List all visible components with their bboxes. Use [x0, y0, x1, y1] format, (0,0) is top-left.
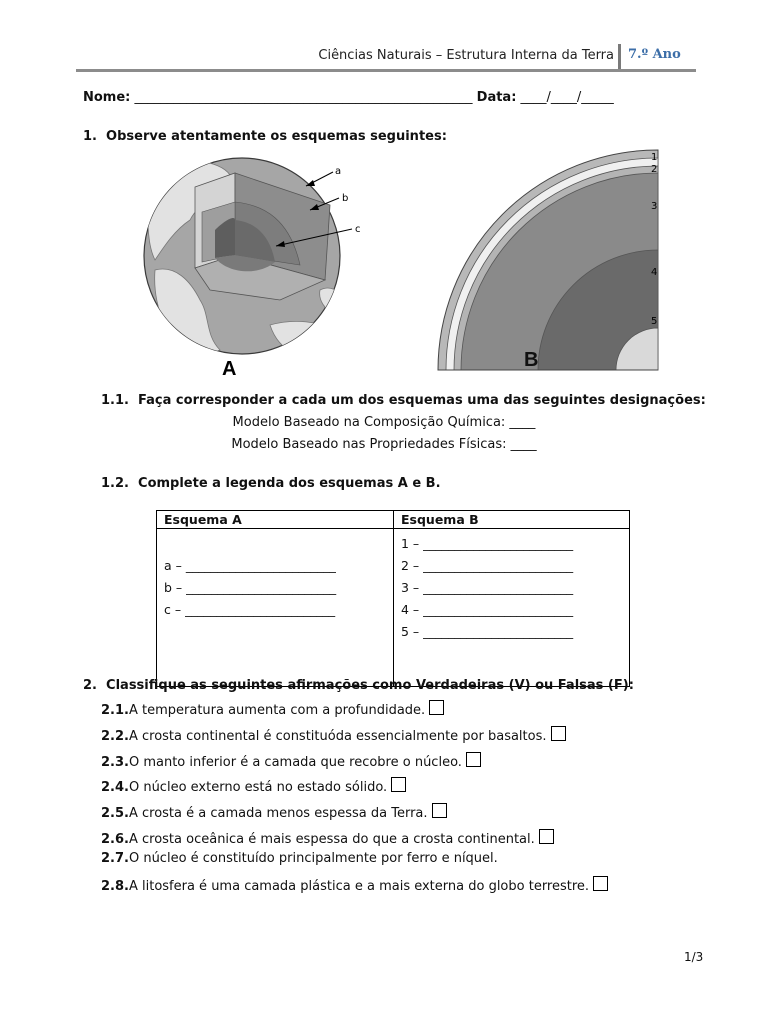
- question-2: [83, 678, 634, 693]
- legend-a-line-c[interactable]: c – ________________________: [164, 602, 336, 617]
- statement-number: 2.6.: [101, 832, 129, 847]
- figure-b-label-2: 2: [651, 164, 658, 175]
- student-info-line: [83, 90, 614, 105]
- figure-a-label-b: b: [342, 193, 349, 204]
- legend-b-line-1[interactable]: 1 – ________________________: [401, 536, 574, 551]
- answer-checkbox[interactable]: [391, 777, 406, 792]
- legend-column-b: [394, 529, 630, 687]
- statement-text: O núcleo externo está no estado sólido.: [128, 780, 388, 795]
- date-label: Data:: [476, 90, 517, 105]
- question-1-text: Observe atentamente os esquemas seguintes:: [106, 129, 447, 144]
- figure-b-label-3: 3: [651, 201, 658, 212]
- question-1-1: [101, 393, 706, 408]
- question-1-1-number: 1.1.: [101, 393, 129, 408]
- option-chemical-model: Modelo Baseado na Composição Química: ____: [232, 415, 536, 430]
- statement-number: 2.2.: [101, 729, 129, 744]
- legend-column-a: [157, 529, 394, 687]
- name-blank[interactable]: ____________________________________________________: [134, 90, 473, 105]
- statement-number: 2.1.: [101, 703, 129, 718]
- answer-checkbox[interactable]: [551, 726, 566, 741]
- answer-checkbox[interactable]: [432, 803, 447, 818]
- question-1-2: [101, 476, 441, 491]
- option-physical-model: Modelo Baseado nas Propriedades Físicas: ____: [231, 437, 537, 452]
- statement-2-3: [101, 752, 481, 770]
- figure-a-label-c: c: [355, 224, 361, 235]
- statement-number: 2.8.: [101, 879, 129, 894]
- answer-checkbox[interactable]: [466, 752, 481, 767]
- legend-table: [156, 510, 630, 687]
- name-label: Nome:: [83, 90, 131, 105]
- legend-b-line-4[interactable]: 4 – ________________________: [401, 602, 574, 617]
- question-1-2-text: Complete a legenda dos esquemas A e B.: [138, 476, 441, 491]
- statement-2-2: [101, 726, 566, 744]
- question-1-number: 1.: [83, 129, 97, 144]
- statement-text: O núcleo é constituído principalmente por ferro e níquel.: [128, 851, 498, 866]
- question-1-1-text: Faça corresponder a cada um dos esquemas uma das seguintes designações:: [138, 393, 706, 408]
- statement-text: A litosfera é uma camada plástica e a mais externa do globo terrestre.: [128, 879, 590, 894]
- answer-checkbox[interactable]: [593, 876, 608, 891]
- statement-2-7: [101, 851, 498, 866]
- answer-checkbox[interactable]: [429, 700, 444, 715]
- figure-b-layers-diagram: [435, 145, 665, 375]
- statement-2-8: [101, 876, 608, 894]
- statement-number: 2.4.: [101, 780, 129, 795]
- statement-2-6: [101, 829, 554, 847]
- figure-a-globe-diagram: [130, 150, 370, 385]
- figure-b-label-5: 5: [651, 316, 658, 327]
- statement-text: A crosta é a camada menos espessa da Terra.: [128, 806, 428, 821]
- legend-header-a: Esquema A: [157, 511, 394, 529]
- document-header-title: Ciências Naturais – Estrutura Interna da Terra: [318, 48, 614, 63]
- statement-2-5: [101, 803, 447, 821]
- question-1: [83, 129, 447, 144]
- statement-number: 2.5.: [101, 806, 129, 821]
- date-blank[interactable]: ____/____/_____: [520, 90, 614, 105]
- statement-text: A crosta oceânica é mais espessa do que a crosta continental.: [128, 832, 535, 847]
- figure-b-label-4: 4: [651, 267, 658, 278]
- statement-text: A temperatura aumenta com a profundidade.: [128, 703, 426, 718]
- question-2-number: 2.: [83, 678, 97, 693]
- statement-number: 2.3.: [101, 755, 129, 770]
- statement-2-1: [101, 700, 444, 718]
- legend-b-line-2[interactable]: 2 – ________________________: [401, 558, 574, 573]
- answer-checkbox[interactable]: [539, 829, 554, 844]
- statement-text: A crosta continental é constituóda essencialmente por basaltos.: [128, 729, 547, 744]
- grade-label: 7.º Ano: [628, 47, 681, 62]
- legend-a-line-a[interactable]: a – ________________________: [164, 558, 336, 573]
- figure-b-label-1: 1: [651, 152, 658, 163]
- legend-b-line-5[interactable]: 5 – ________________________: [401, 624, 574, 639]
- question-1-2-number: 1.2.: [101, 476, 129, 491]
- figure-b-caption: B: [524, 349, 539, 371]
- header-divider: [618, 44, 621, 70]
- page-number: 1/3: [684, 950, 704, 964]
- legend-header-b: Esquema B: [394, 511, 630, 529]
- question-2-text: Classifique as seguintes afirmações como Verdadeiras (V) ou Falsas (F):: [106, 678, 634, 693]
- legend-b-line-3[interactable]: 3 – ________________________: [401, 580, 574, 595]
- statement-text: O manto inferior é a camada que recobre o núcleo.: [128, 755, 462, 770]
- header-rule: [76, 69, 696, 72]
- figure-a-label-a: a: [335, 166, 342, 177]
- figure-a-caption: A: [222, 358, 237, 380]
- statement-2-4: [101, 777, 406, 795]
- legend-a-line-b[interactable]: b – ________________________: [164, 580, 337, 595]
- statement-number: 2.7.: [101, 851, 129, 866]
